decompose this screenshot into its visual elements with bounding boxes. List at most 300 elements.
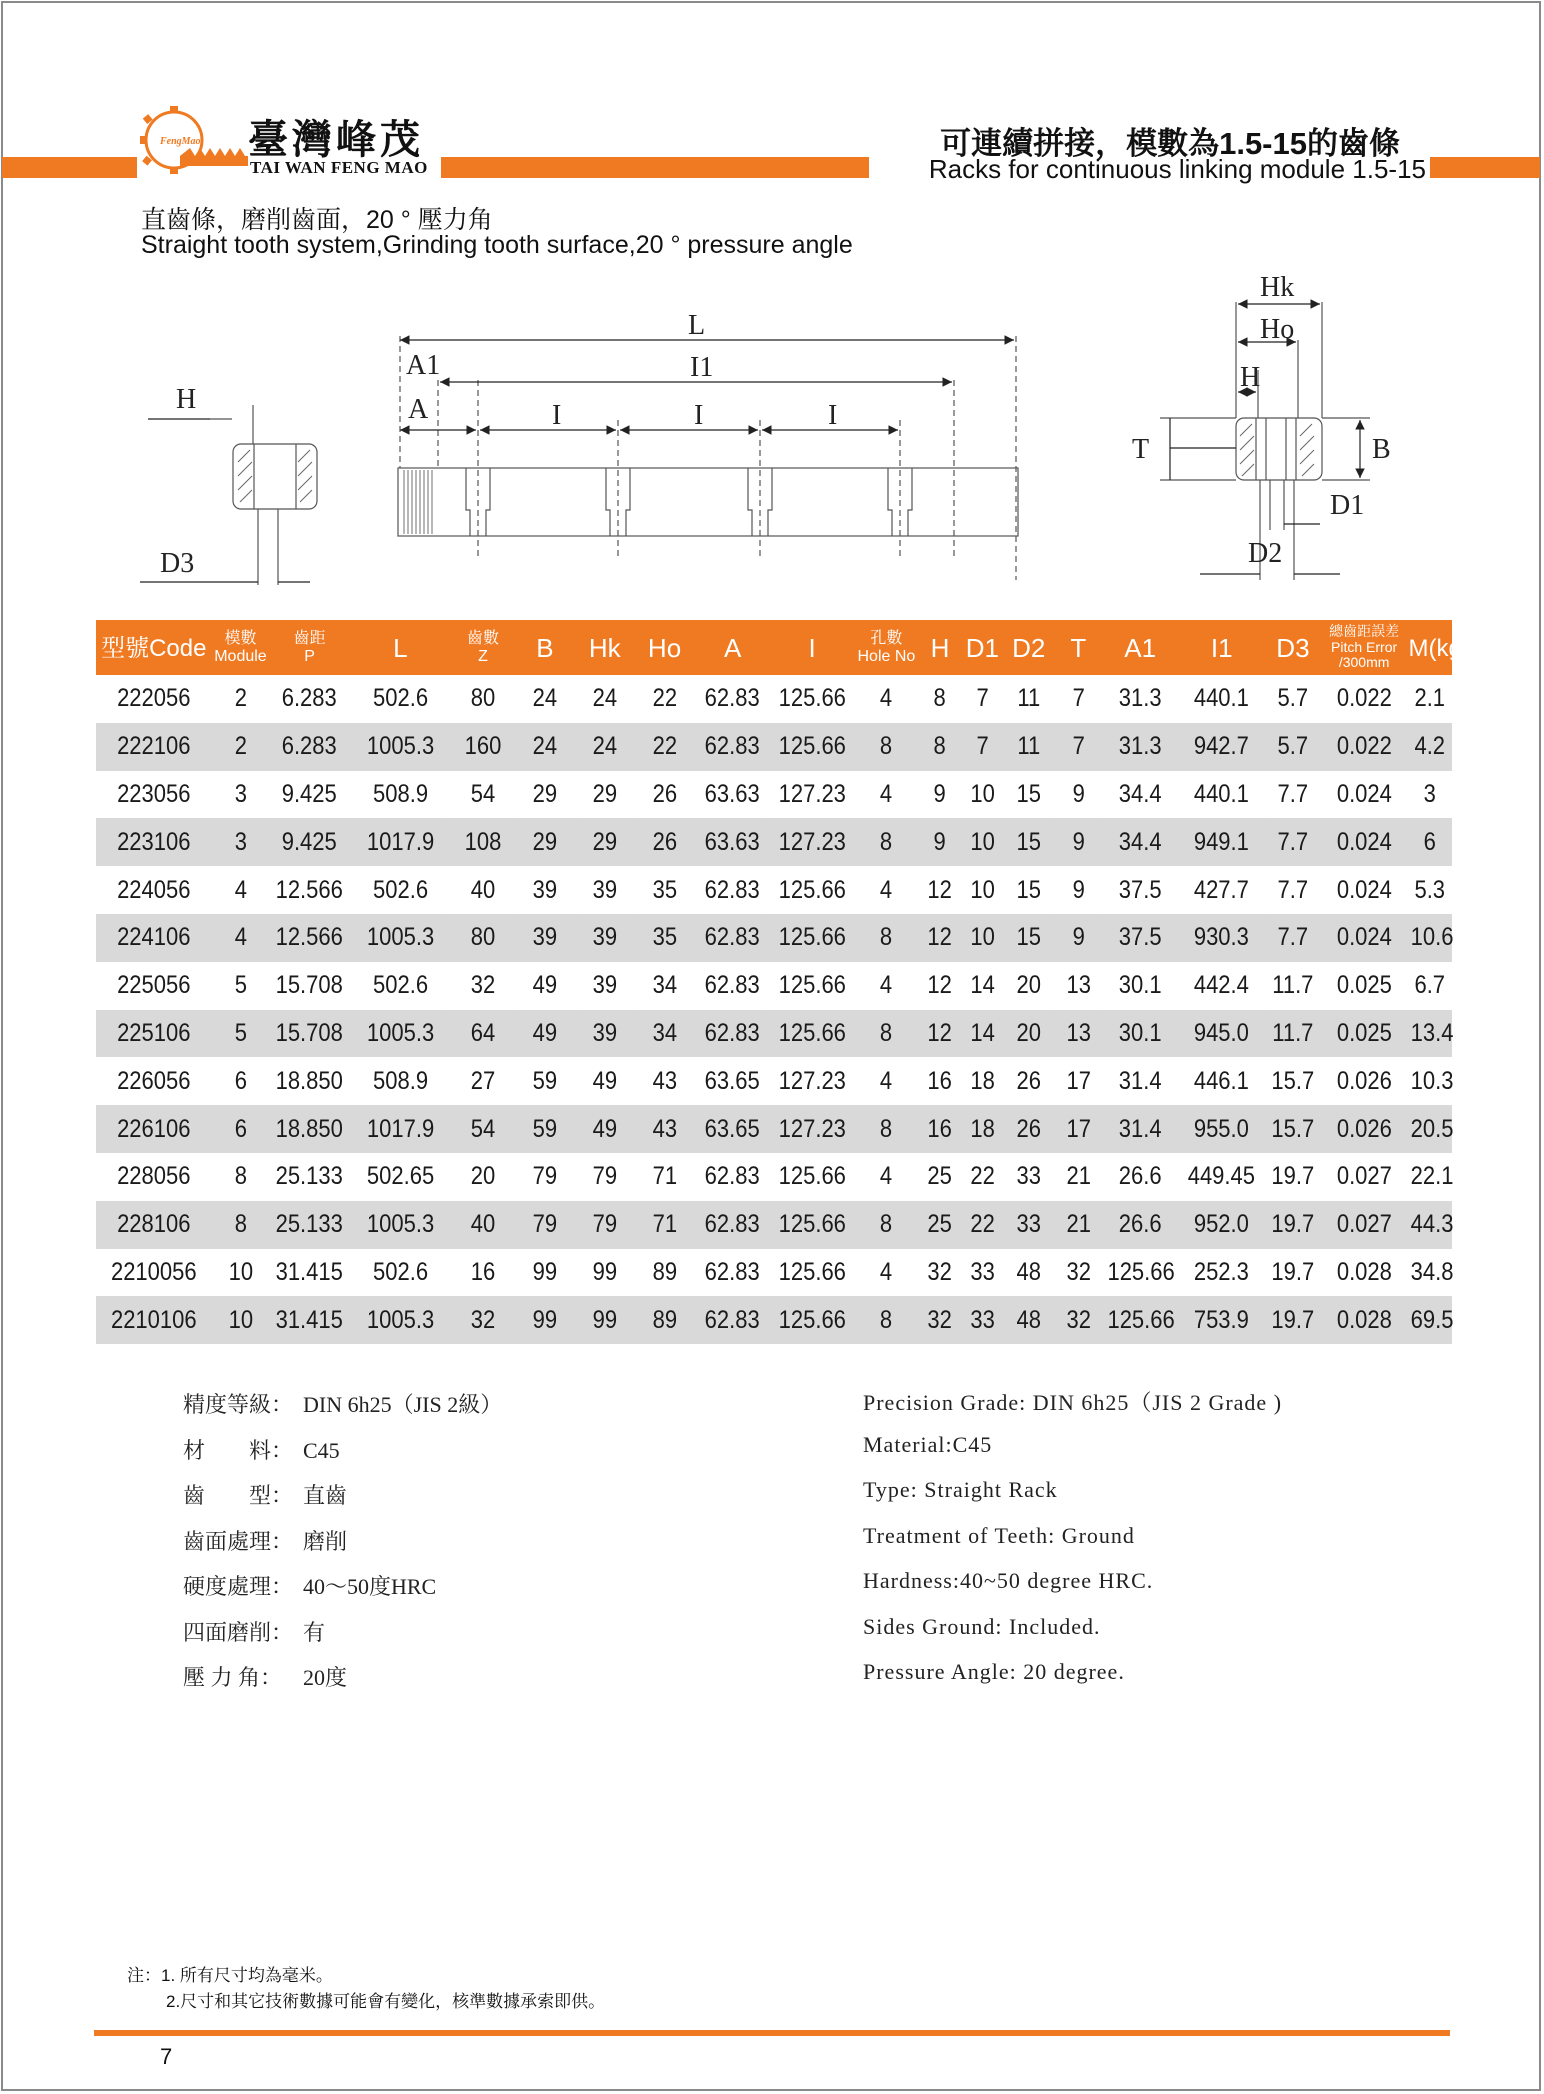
header-label: I	[808, 632, 816, 663]
table-cell: 12	[927, 971, 953, 1000]
table-cell: 0.026	[1325, 1105, 1403, 1153]
table-cell: 54	[470, 779, 496, 808]
table-cell: 22	[970, 1162, 995, 1191]
dim-label-H: H	[1240, 362, 1261, 393]
table-cell: 10.6	[1411, 914, 1449, 962]
table-cell: 15	[1007, 914, 1051, 962]
header-label-zh: 齒數	[466, 629, 499, 647]
table-cell: 3	[234, 779, 247, 808]
dim-label-A: A	[408, 394, 429, 425]
table-header-cell	[96, 620, 212, 675]
table-cell: 15	[1007, 818, 1051, 866]
table-header-cell	[853, 620, 919, 675]
table-header-cell	[1177, 620, 1266, 675]
table-cell: 59	[532, 1066, 558, 1095]
table-cell: 37.5	[1108, 914, 1173, 962]
table-cell: 39	[578, 914, 631, 962]
header-label: B	[536, 632, 554, 663]
table-cell: 26	[652, 779, 677, 808]
header-label: A	[723, 632, 742, 663]
table-cell: 1005.3	[356, 1296, 445, 1344]
table-cell: 17	[1057, 1105, 1101, 1153]
table-cell: 80	[455, 914, 511, 962]
table-cell: 2.1	[1414, 684, 1446, 713]
table-cell: 21	[1057, 1201, 1101, 1249]
table-cell: 0.024	[1336, 779, 1392, 808]
table-cell: 62.83	[705, 1257, 761, 1286]
table-cell: 25	[927, 1162, 953, 1191]
table-cell: 22.1	[1411, 1162, 1454, 1191]
product-code-cell: 226106	[103, 1105, 205, 1153]
table-cell: 6	[1411, 818, 1449, 866]
table-cell: 99	[592, 1257, 617, 1286]
table-cell: 9	[922, 818, 958, 866]
table-cell: 7	[1072, 684, 1085, 713]
dim-label-Hk: Hk	[1260, 272, 1295, 303]
table-cell: 753.9	[1183, 1296, 1261, 1344]
table-cell: 6.283	[274, 723, 345, 771]
specs-en	[863, 1386, 1282, 1705]
table-cell: 14	[963, 1010, 1001, 1058]
header-label-en: Module	[214, 647, 267, 665]
table-cell: 31.4	[1118, 1066, 1162, 1095]
product-code-cell: 225056	[117, 971, 191, 1000]
table-cell: 15.708	[274, 1010, 345, 1058]
table-cell: 125.66	[778, 1257, 846, 1286]
logo-text: FengMao	[160, 136, 201, 147]
table-cell: 63.65	[705, 1066, 761, 1095]
table-cell: 8	[857, 818, 915, 866]
header-label-en: Pitch Error	[1331, 638, 1398, 655]
table-cell: 4	[215, 914, 266, 962]
table-cell: 62.83	[705, 1162, 761, 1191]
product-code-cell: 228106	[103, 1201, 205, 1249]
table-header-cell	[350, 620, 451, 675]
table-cell: 32	[927, 1257, 953, 1286]
table-cell: 252.3	[1194, 1257, 1250, 1286]
spec-row-en: Precision Grade: DIN 6h25（JIS 2 Grade )	[863, 1390, 1283, 1415]
table-cell: 39	[592, 875, 617, 904]
table-cell: 7.7	[1269, 914, 1316, 962]
header-label-en2: /300mm	[1338, 654, 1390, 671]
header-label: D3	[1276, 632, 1310, 663]
table-cell: 8	[234, 1162, 247, 1191]
spec-row-zh: 壓 力 角： 20度	[183, 1665, 348, 1690]
table-row	[96, 1105, 1452, 1153]
product-code-cell: 224056	[117, 875, 191, 904]
table-cell: 19.7	[1269, 1296, 1316, 1344]
table-cell: 12	[927, 875, 953, 904]
table-row	[96, 1201, 1452, 1249]
table-cell: 7	[976, 684, 989, 713]
table-cell: 24	[519, 723, 572, 771]
table-header-cell	[1004, 620, 1054, 675]
table-header-cell	[575, 620, 635, 675]
table-cell: 9	[1072, 875, 1085, 904]
header-label: H	[930, 632, 950, 663]
table-cell: 13	[1057, 1010, 1101, 1058]
table-row	[96, 1153, 1452, 1201]
table-cell: 2	[234, 684, 247, 713]
table-cell: 1005.3	[356, 914, 445, 962]
table-cell: 13.4	[1411, 1010, 1449, 1058]
dim-label-D3: D3	[160, 548, 195, 579]
header-label: L	[393, 632, 408, 663]
product-code-cell: 223106	[103, 818, 205, 866]
table-cell: 15	[1016, 875, 1042, 904]
table-cell: 10	[228, 1257, 253, 1286]
table-cell: 440.1	[1194, 684, 1250, 713]
table-cell: 0.024	[1325, 818, 1403, 866]
table-cell: 18	[970, 1066, 995, 1095]
header-label: T	[1070, 632, 1087, 663]
table-row	[96, 1057, 1452, 1105]
table-cell: 125.66	[1108, 1296, 1173, 1344]
table-cell: 0.024	[1325, 914, 1403, 962]
dim-label-T: T	[1132, 434, 1150, 465]
table-cell: 18.850	[275, 1066, 344, 1095]
table-cell: 9	[933, 779, 947, 808]
table-cell: 11.7	[1272, 971, 1314, 1000]
table-cell: 31.415	[274, 1296, 345, 1344]
table-cell: 508.9	[372, 1066, 428, 1095]
table-cell: 30.1	[1118, 971, 1162, 1000]
table-cell: 59	[519, 1105, 572, 1153]
fengmao-logo	[140, 106, 248, 174]
table-cell: 9	[1057, 914, 1101, 962]
header-label: D2	[1012, 632, 1046, 663]
table-cell: 54	[455, 1105, 511, 1153]
table-cell: 10	[970, 875, 995, 904]
table-cell: 80	[470, 684, 496, 713]
table-cell: 4	[880, 875, 893, 904]
table-cell: 16	[470, 1257, 496, 1286]
table-cell: 39	[592, 971, 617, 1000]
table-cell: 0.028	[1336, 1257, 1392, 1286]
dim-label-I: I	[552, 400, 562, 431]
table-cell: 125.66	[778, 971, 846, 1000]
table-cell: 62.83	[699, 1010, 766, 1058]
footer-accent-bar	[94, 2030, 1450, 2036]
table-header-cell	[451, 620, 515, 675]
specs-zh	[183, 1388, 502, 1707]
table-cell: 952.0	[1183, 1201, 1261, 1249]
table-cell: 43	[638, 1105, 691, 1153]
table-cell: 31.415	[275, 1257, 344, 1286]
table-cell: 108	[455, 818, 511, 866]
table-cell: 49	[578, 1105, 631, 1153]
table-cell: 39	[519, 914, 572, 962]
table-cell: 31.4	[1108, 1105, 1173, 1153]
table-cell: 33	[970, 1257, 995, 1286]
table-cell: 127.23	[776, 818, 849, 866]
table-cell: 502.6	[372, 971, 428, 1000]
header-label: 型號Code	[101, 635, 207, 662]
rack-side-view	[398, 468, 1018, 536]
header-label: I1	[1210, 632, 1233, 663]
table-cell: 89	[638, 1296, 691, 1344]
table-cell: 32	[1057, 1296, 1101, 1344]
table-header-cell	[694, 620, 770, 675]
spec-row-zh: 硬度處理： 40～50度HRC	[183, 1574, 437, 1599]
table-cell: 44.3	[1411, 1201, 1449, 1249]
table-cell: 20	[1016, 971, 1042, 1000]
table-cell: 18.850	[274, 1105, 345, 1153]
table-cell: 9	[1057, 818, 1101, 866]
table-cell: 0.028	[1325, 1296, 1403, 1344]
table-cell: 48	[1016, 1257, 1042, 1286]
table-cell: 7	[1057, 723, 1101, 771]
table-cell: 10.3	[1411, 1066, 1454, 1095]
spec-row-zh: 齒 型： 直齒	[183, 1483, 348, 1508]
table-cell: 949.1	[1183, 818, 1261, 866]
table-cell: 26.6	[1108, 1201, 1173, 1249]
table-cell: 4	[880, 684, 893, 713]
table-cell: 16	[922, 1105, 958, 1153]
table-cell: 29	[578, 818, 631, 866]
table-cell: 34.8	[1411, 1257, 1454, 1286]
table-cell: 10	[970, 779, 995, 808]
dim-label-I: I	[828, 400, 838, 431]
table-cell: 12.566	[274, 914, 345, 962]
table-cell: 40	[470, 875, 496, 904]
table-cell: 7	[963, 723, 1001, 771]
table-cell: 6	[234, 1066, 247, 1095]
table-cell: 945.0	[1183, 1010, 1261, 1058]
product-code-cell: 226056	[117, 1066, 191, 1095]
table-cell: 33	[1016, 1162, 1042, 1191]
table-cell: 19.7	[1271, 1162, 1315, 1191]
table-cell: 440.1	[1194, 779, 1250, 808]
table-cell: 29	[592, 779, 617, 808]
table-body	[96, 675, 1452, 1344]
table-cell: 930.3	[1183, 914, 1261, 962]
table-cell: 8	[857, 914, 915, 962]
table-cell: 79	[519, 1201, 572, 1249]
table-cell: 31.3	[1118, 684, 1162, 713]
table-cell: 9	[1072, 779, 1085, 808]
table-cell: 29	[532, 779, 558, 808]
product-code-cell: 225106	[103, 1010, 205, 1058]
table-header-cell	[1054, 620, 1104, 675]
table-cell: 32	[470, 971, 496, 1000]
table-cell: 32	[1066, 1257, 1091, 1286]
table-header-cell	[212, 620, 270, 675]
table-cell: 63.63	[705, 779, 761, 808]
spec-row-en: Treatment of Teeth: Ground	[863, 1522, 1135, 1548]
dim-label-H: H	[176, 384, 197, 415]
header-label-en: P	[304, 647, 315, 665]
table-cell: 427.7	[1194, 875, 1250, 904]
table-cell: 26.6	[1118, 1162, 1162, 1191]
table-header-cell	[961, 620, 1004, 675]
table-cell: 10	[963, 914, 1001, 962]
table-row	[96, 914, 1452, 962]
header-accent-bar	[2, 157, 137, 178]
table-cell: 71	[638, 1201, 691, 1249]
table-cell: 26	[1016, 1066, 1042, 1095]
table-cell: 34.4	[1108, 818, 1173, 866]
table-cell: 69.5	[1411, 1296, 1449, 1344]
table-cell: 4	[880, 1162, 893, 1191]
table-cell: 24	[578, 723, 631, 771]
table-cell: 125.66	[776, 1296, 849, 1344]
table-cell: 502.6	[372, 875, 428, 904]
subtitle-en: Straight tooth system,Grinding tooth surface,20 ° pressure angle	[141, 231, 853, 259]
table-cell: 15.708	[275, 971, 344, 1000]
table-cell: 62.83	[699, 723, 766, 771]
table-cell: 8	[215, 1201, 266, 1249]
table-cell: 0.022	[1336, 684, 1392, 713]
spec-row-zh: 四面磨削： 有	[183, 1619, 326, 1645]
table-cell: 5.3	[1414, 875, 1446, 904]
header-label: A1	[1124, 632, 1157, 663]
table-cell: 502.6	[372, 1257, 428, 1286]
table-cell: 8	[922, 723, 958, 771]
table-cell: 20	[470, 1162, 496, 1191]
table-cell: 449.45	[1188, 1162, 1256, 1191]
table-cell: 32	[922, 1296, 958, 1344]
table-cell: 32	[455, 1296, 511, 1344]
table-cell: 446.1	[1194, 1066, 1250, 1095]
dim-label-D2: D2	[1248, 538, 1283, 569]
dim-label-D1: D1	[1330, 490, 1365, 521]
table-cell: 29	[519, 818, 572, 866]
table-header-cell	[1266, 620, 1320, 675]
table-header	[96, 620, 1470, 675]
table-cell: 12	[922, 914, 958, 962]
table-cell: 18	[963, 1105, 1001, 1153]
header-label: Ho	[647, 632, 682, 663]
table-cell: 27	[470, 1066, 496, 1095]
table-cell: 79	[578, 1201, 631, 1249]
header-accent-bar	[441, 157, 869, 178]
table-cell: 62.83	[705, 875, 761, 904]
table-cell: 125.66	[776, 1201, 849, 1249]
table-cell: 39	[532, 875, 558, 904]
table-cell: 19.7	[1269, 1201, 1316, 1249]
table-cell: 99	[519, 1296, 572, 1344]
table-cell: 125.66	[778, 1162, 846, 1191]
table-cell: 127.23	[778, 1066, 846, 1095]
table-cell: 508.9	[372, 779, 428, 808]
table-cell: 64	[455, 1010, 511, 1058]
header-label-en: Hole No	[857, 647, 916, 665]
dim-label-Ho: Ho	[1260, 314, 1295, 345]
product-code-cell: 222106	[103, 723, 205, 771]
header-label-en: Z	[478, 647, 488, 665]
table-cell: 160	[455, 723, 511, 771]
table-cell: 12.566	[275, 875, 344, 904]
table-cell: 19.7	[1271, 1257, 1315, 1286]
table-cell: 4	[880, 779, 893, 808]
table-cell: 125.66	[778, 684, 846, 713]
table-cell: 11.7	[1269, 1010, 1316, 1058]
table-cell: 8	[857, 1201, 915, 1249]
spec-row-en: Hardness:40~50 degree HRC.	[863, 1568, 1154, 1593]
dim-label-B: B	[1372, 434, 1391, 465]
table-cell: 63.65	[699, 1105, 766, 1153]
table-cell: 17	[1066, 1066, 1091, 1095]
table-cell: 34	[638, 1010, 691, 1058]
table-row	[96, 771, 1452, 819]
table-cell: 43	[652, 1066, 677, 1095]
table-cell: 127.23	[776, 1105, 849, 1153]
table-cell: 33	[963, 1296, 1001, 1344]
table-cell: 10	[963, 818, 1001, 866]
table-cell: 125.66	[776, 914, 849, 962]
subtitle-zh: 直齒條，磨削齒面，20 ° 壓力角	[141, 206, 493, 234]
table-cell: 62.83	[705, 971, 761, 1000]
table-row	[96, 675, 1452, 723]
table-cell: 1017.9	[356, 818, 445, 866]
table-header-cell	[771, 620, 854, 675]
table-header-cell	[1320, 620, 1409, 675]
table-cell: 15.7	[1269, 1105, 1316, 1153]
dim-label-A1: A1	[406, 350, 441, 381]
table-header-cell	[269, 620, 349, 675]
table-cell: 0.024	[1336, 875, 1392, 904]
table-cell: 0.026	[1336, 1066, 1392, 1095]
table-row	[96, 818, 1452, 866]
table-cell: 4.2	[1411, 723, 1449, 771]
table-cell: 5.7	[1277, 684, 1309, 713]
table-cell: 0.025	[1336, 971, 1392, 1000]
table-cell: 5.7	[1269, 723, 1316, 771]
table-header-cell	[635, 620, 695, 675]
footnote-1: 注：1. 所有尺寸均為毫米。	[127, 1966, 333, 1985]
table-row	[96, 866, 1452, 914]
table-cell: 1005.3	[356, 1010, 445, 1058]
table-cell: 49	[519, 1010, 572, 1058]
table-cell: 31.3	[1108, 723, 1173, 771]
table-cell: 25.133	[275, 1162, 344, 1191]
table-cell: 34	[652, 971, 677, 1000]
page-number: 7	[160, 2044, 173, 2069]
table-row	[96, 1010, 1452, 1058]
table-cell: 48	[1007, 1296, 1051, 1344]
table-cell: 26	[1007, 1105, 1051, 1153]
table-cell: 7.7	[1269, 818, 1316, 866]
spec-row-en: Pressure Angle: 20 degree.	[863, 1659, 1125, 1684]
table-cell: 127.23	[778, 779, 846, 808]
table-cell: 89	[652, 1257, 677, 1286]
table-cell: 942.7	[1183, 723, 1261, 771]
table-cell: 5	[215, 1010, 266, 1058]
table-row	[96, 1296, 1452, 1344]
table-cell: 22	[963, 1201, 1001, 1249]
table-cell: 125.66	[778, 875, 846, 904]
table-cell: 33	[1007, 1201, 1051, 1249]
table-cell: 79	[532, 1162, 558, 1191]
table-cell: 6.7	[1414, 971, 1446, 1000]
header-accent-bar	[1430, 157, 1540, 178]
table-cell: 62.83	[699, 1296, 766, 1344]
table-cell: 15.7	[1271, 1066, 1315, 1095]
product-code-cell: 2210056	[110, 1257, 197, 1286]
header-label-zh: 齒距	[293, 629, 326, 647]
table-cell: 20	[1007, 1010, 1051, 1058]
header-label: D1	[965, 632, 999, 663]
dim-label-I1: I1	[690, 352, 714, 383]
spec-row-en: Material:C45	[863, 1431, 993, 1457]
table-cell: 40	[455, 1201, 511, 1249]
table-cell: 20.5	[1411, 1105, 1449, 1153]
table-cell: 125.66	[776, 1010, 849, 1058]
table-cell: 125.66	[776, 723, 849, 771]
table-cell: 5	[234, 971, 247, 1000]
dim-label-I: I	[694, 400, 704, 431]
